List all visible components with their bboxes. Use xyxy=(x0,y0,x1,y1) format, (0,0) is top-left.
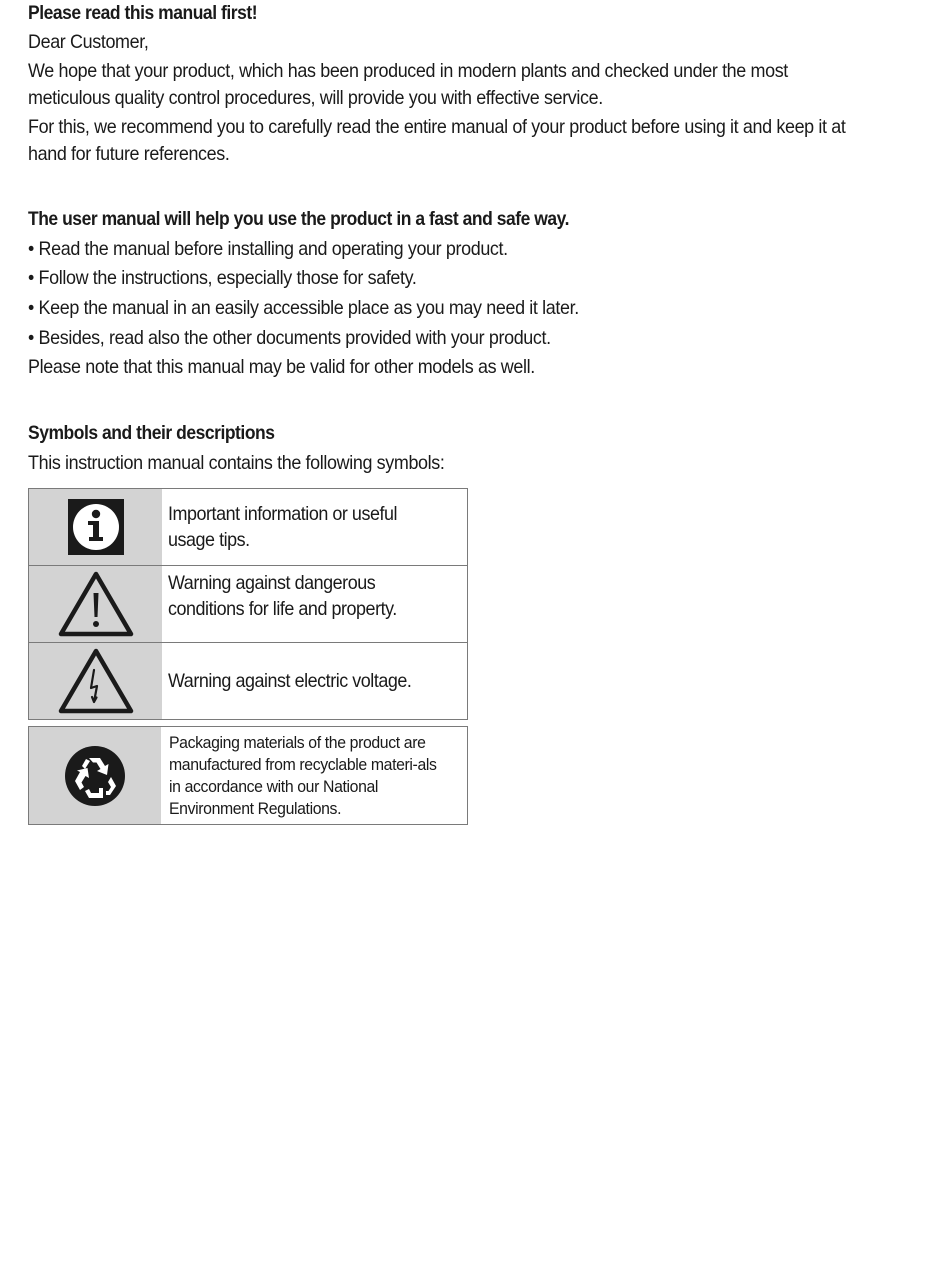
symbol-icon-cell xyxy=(29,643,162,719)
usage-bullet: • Read the manual before installing and operating your product. xyxy=(28,238,508,260)
recycle-icon xyxy=(64,745,126,807)
symbol-description: Warning against dangerous conditions for life and property. xyxy=(168,572,397,620)
usage-bullet: • Follow the instructions, especially those for safety. xyxy=(28,267,417,289)
symbol-row-warning xyxy=(29,566,467,643)
usage-bullet: • Keep the manual in an easily accessible place as you may need it later. xyxy=(28,297,579,319)
symbol-text-cell xyxy=(162,489,467,565)
symbol-text-cell xyxy=(162,643,467,719)
symbol-icon-cell xyxy=(29,727,161,824)
symbol-text-cell xyxy=(162,566,467,642)
symbols-heading: Symbols and their descriptions xyxy=(28,423,275,444)
usage-bullet: • Besides, read also the other documents provided with your product. xyxy=(28,327,551,349)
symbols-table xyxy=(28,488,468,720)
usage-note: Please note that this manual may be valid for other models as well. xyxy=(28,356,535,378)
symbol-text-cell xyxy=(161,727,467,824)
warning-icon xyxy=(58,571,134,637)
symbols-intro: This instruction manual contains the following symbols: xyxy=(28,452,445,474)
recycle-description: Packaging materials of the product are manufactured from recyclable materi-als in accordance with our National Environment Regulations. xyxy=(169,732,437,818)
intro-paragraph-2: For this, we recommend you to carefully read the entire manual of your product before using it and keep it at hand for future references. xyxy=(28,116,846,165)
usage-heading: The user manual will help you use the product in a fast and safe way. xyxy=(28,209,570,230)
electric-voltage-icon xyxy=(58,648,134,714)
intro-paragraph-1: We hope that your product, which has been produced in modern plants and checked under the most meticulous quality control procedures, will provide you with effective service. xyxy=(28,60,788,109)
greeting: Dear Customer, xyxy=(28,31,149,53)
symbol-row-electric xyxy=(29,643,467,719)
intro-heading: Please read this manual first! xyxy=(28,3,258,24)
symbol-icon-cell xyxy=(29,489,162,565)
symbol-description: Warning against electric voltage. xyxy=(168,670,412,692)
recycle-table xyxy=(28,726,468,825)
symbol-description: Important information or useful usage tips. xyxy=(168,503,398,551)
info-icon xyxy=(68,499,124,555)
symbol-icon-cell xyxy=(29,566,162,642)
symbol-row-info xyxy=(29,489,467,566)
